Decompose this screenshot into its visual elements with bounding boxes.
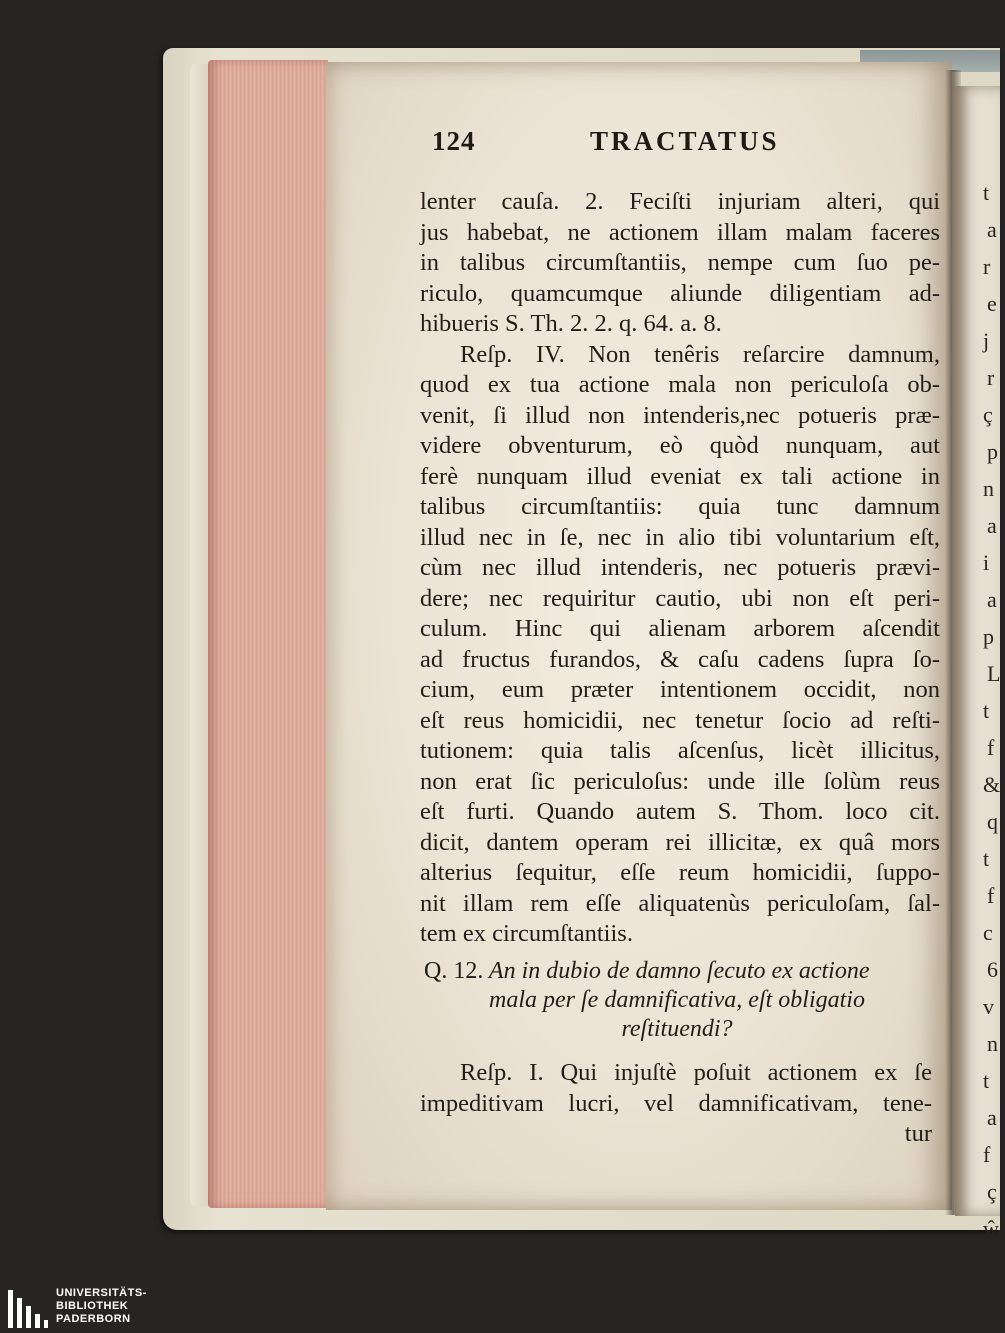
text-line: ferè nunquam illud eveniat ex tali actione in [420, 462, 940, 490]
response-line: impeditivam lucri, vel damnificativam, tene- [420, 1089, 932, 1117]
facing-page-glyph: ŵ [983, 1216, 999, 1241]
text-line: in talibus circumſtantiis, nempe cum ſuo pe- [420, 249, 940, 276]
text-line: tutionem: quia talis aſcenſus, licèt illicitus, [420, 737, 940, 764]
facing-page-glyph: n [983, 476, 994, 501]
text-line: Reſp. IV. Non tenêris reſarcire damnum, [460, 340, 940, 368]
body-text [420, 187, 940, 950]
facing-page-glyph: ç [987, 1179, 997, 1204]
facing-page-glyph: r [987, 365, 995, 390]
facing-page-glyph: c [983, 920, 993, 945]
library-name-line-3: PADERBORN [56, 1313, 131, 1325]
text-line: illud nec in ſe, nec in alio tibi voluntarium eſt, [420, 523, 940, 551]
facing-page-glyph: p [983, 624, 994, 649]
facing-page-glyph: q [987, 809, 998, 834]
facing-page-glyph: n [987, 1031, 998, 1056]
text-line: non erat ſic periculoſus: unde ille ſolùm reus [420, 767, 940, 795]
text-line: dicit, dantem operam rei illicitæ, ex quâ mors [420, 828, 940, 856]
facing-page-glyph: t [983, 698, 990, 723]
text-line: videre obventurum, eò quòd nunquam, aut [420, 432, 940, 459]
text-line: jus habebat, ne actionem illam malam faceres [420, 218, 940, 246]
text-line: venit, ſi illud non intenderis,nec potueris præ- [420, 401, 940, 429]
question-heading [424, 957, 930, 1044]
text-line: lenter cauſa. 2. Feciſti injuriam alteri, qui [420, 188, 940, 215]
facing-page-glyph: f [987, 735, 995, 760]
text-line: riculo, quamcumque aliunde diligentiam ad- [420, 279, 940, 307]
facing-page-glyph: t [983, 180, 990, 205]
library-name-line-1: UNIVERSITÄTS- [56, 1287, 147, 1299]
question-line-2: mala per ſe damnificativa, eſt obligatio [489, 987, 865, 1013]
facing-page-glyph: L [987, 661, 1001, 686]
facing-page-glyph: a [987, 1105, 997, 1130]
facing-page-glyph: t [983, 846, 990, 871]
text-line: ad fructus furandos, & caſu cadens ſupra ſo- [420, 645, 940, 673]
library-name [56, 1287, 147, 1326]
question-line-3: reſtituendi? [621, 1016, 733, 1042]
facing-page-glyph: a [987, 513, 997, 538]
text-line: eſt furti. Quando autem S. Thom. loco cit. [420, 798, 940, 825]
facing-page-glyph: ç [983, 402, 993, 427]
text-line: cùm nec illud intenderis, nec potueris prævi- [420, 554, 940, 581]
question-label: Q. 12. [424, 958, 484, 984]
page-fore-edges [208, 60, 328, 1208]
library-logo-icon [8, 1288, 48, 1328]
facing-page-glyph: f [987, 883, 995, 908]
facing-page-glyph: i [983, 550, 990, 575]
facing-page [955, 86, 1001, 1241]
text-line: quod ex tua actione mala non periculoſa ob- [420, 371, 940, 398]
running-head [432, 126, 824, 166]
facing-page-glyph: a [987, 587, 997, 612]
response-line: Reſp. I. Qui injuſtè poſuit actionem ex ſe [460, 1059, 932, 1086]
text-line: tem ex circumſtantiis. [420, 920, 633, 947]
facing-page-glyph: a [987, 217, 997, 242]
response-line: tur [904, 1120, 932, 1147]
facing-page-glyph: j [983, 328, 990, 353]
facing-page-glyph: v [983, 994, 994, 1019]
library-name-line-2: BIBLIOTHEK [56, 1300, 129, 1312]
facing-page-glyph: r [983, 254, 991, 279]
facing-page-glyph: f [983, 1142, 991, 1167]
library-footer [0, 1283, 1000, 1333]
text-line: cium, eum præter intentionem occidit, non [420, 676, 940, 703]
text-line: talibus circumſtantiis: quia tunc damnum [420, 493, 940, 520]
text-line: nit illam rem eſſe aliquatenùs periculoſam, ſal- [420, 889, 940, 917]
text-line: eſt reus homicidii, nec tenetur ſocio ad reſti- [420, 706, 940, 734]
running-title: TRACTATUS [590, 126, 780, 156]
text-line: hibueris S. Th. 2. 2. q. 64. a. 8. [420, 310, 722, 337]
facing-page-glyph: t [983, 1068, 990, 1093]
facing-page-glyph: p [987, 439, 998, 464]
question-line-1: An in dubio de damno ſecuto ex actione [488, 958, 870, 984]
facing-page-glyph: 6 [987, 957, 998, 982]
response-text [420, 1058, 932, 1150]
text-line: dere; nec requiritur cautio, ubi non eſt peri- [420, 584, 940, 612]
page-number: 124 [432, 126, 476, 156]
text-line: alterius ſequitur, eſſe reum homicidii, ſuppo- [420, 859, 940, 886]
facing-page-glyph: e [987, 291, 997, 316]
facing-page-glyph: & [983, 772, 1001, 797]
text-line: culum. Hinc qui alienam arborem aſcendit [420, 615, 940, 642]
